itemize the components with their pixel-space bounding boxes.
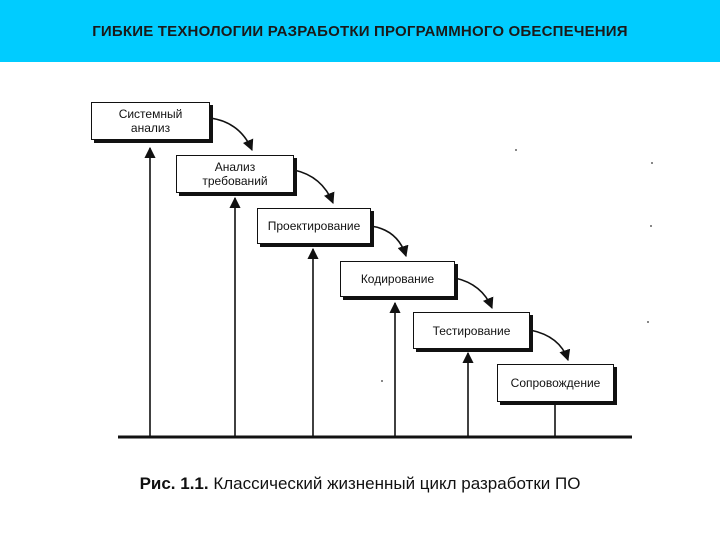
caption-label: Рис. 1.1.: [139, 474, 209, 493]
transition-arrow-4: [455, 278, 492, 308]
stage-label: анализ: [130, 121, 171, 135]
page-title: ГИБКИЕ ТЕХНОЛОГИИ РАЗРАБОТКИ ПРОГРАММНОГО ОБЕСПЕЧЕНИЯ: [92, 22, 628, 40]
transition-arrow-1: [210, 118, 252, 150]
figure-caption: [0, 474, 720, 494]
caption-text: Классический жизненный цикл разработки ПО: [208, 474, 581, 493]
stage-testing: [413, 312, 530, 349]
stage-label: Проектирование: [267, 219, 361, 233]
stage-label: Кодирование: [360, 272, 435, 286]
stage-design: [257, 208, 371, 244]
stage-coding: [340, 261, 455, 297]
stage-maintenance: [497, 364, 614, 402]
transition-arrow-3: [371, 226, 406, 256]
stage-system-analysis: [91, 102, 210, 140]
stage-requirements-analysis: [176, 155, 294, 193]
transition-arrow-2: [294, 170, 333, 203]
stage-label: Системный: [118, 107, 183, 121]
transition-arrow-5: [530, 330, 568, 360]
stage-label: Сопровождение: [510, 376, 601, 390]
stage-label: Тестирование: [432, 323, 511, 338]
stage-label: требований: [202, 174, 268, 188]
stage-label: Анализ: [214, 160, 256, 174]
